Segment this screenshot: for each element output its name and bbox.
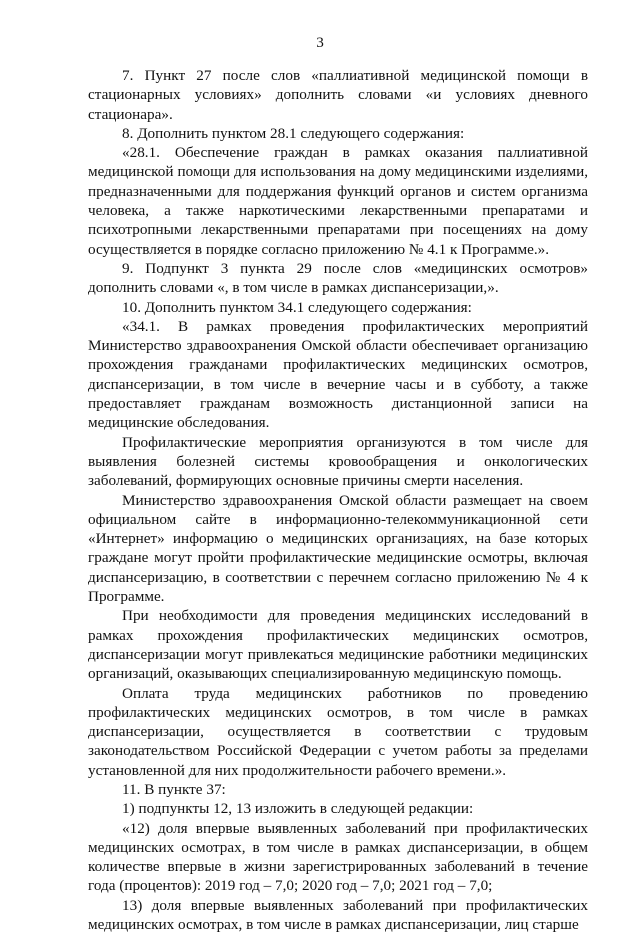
paragraph-medical-research: При необходимости для проведения медицинских исследований в рамках прохождения профилактических медицинских осмотров, диспансеризации могут привлекаться медицинские работники медицинских организаций, оказывающих специализированную медицинскую помощь. <box>88 607 588 683</box>
paragraph-item-10: 10. Дополнить пунктом 34.1 следующего содержания: <box>122 298 472 316</box>
paragraph-item-9: 9. Подпункт 3 пункта 29 после слов «медицинских осмотров» дополнить словами «, в том числе в рамках диспансеризации,». <box>88 259 588 297</box>
paragraph-item-11: 11. В пункте 37: <box>122 780 226 798</box>
paragraph-subitem-12: «12) доля впервые выявленных заболеваний при профилактических медицинских осмотрах, в том числе в рамках диспансеризации, в общем количестве впервые в жизни зарегистрированных заболеваний в течение года (процентов): 2019 год – 7,0; 2020 год – 7,0; 2021 год – 7,0; <box>88 819 588 895</box>
paragraph-ministry-website: Министерство здравоохранения Омской области размещает на своем официальном сайте в информационно-телекоммуникационной сети «Интернет» информацию о медицинских организациях, на базе которых граждане могут пройти профилактические медицинские осмотры, включая диспансеризацию, в соответствии с перечнем согласно приложению № 4 к Программе. <box>88 491 588 606</box>
document-body <box>88 66 588 934</box>
paragraph-subitem-1: 1) подпункты 12, 13 изложить в следующей редакции: <box>122 800 474 818</box>
paragraph-preventive-measures: Профилактические мероприятия организуются в том числе для выявления болезней системы кровообращения и онкологических заболеваний, формирующих основные причины смерти населения. <box>88 433 588 490</box>
paragraph-item-7: 7. Пункт 27 после слов «паллиативной медицинской помощи в стационарных условиях» дополнить словами «и условиях дневного стационара». <box>88 67 588 123</box>
paragraph-labor-payment: Оплата труда медицинских работников по проведению профилактических медицинских осмотров, в том числе в рамках диспансеризации, осуществляется в соответствии с трудовым законодательством Российской Федерации с учетом работы за пределами установленной для них продолжительности рабочего времени.». <box>88 684 588 779</box>
page-number: 3 <box>316 34 324 51</box>
paragraph-item-8: 8. Дополнить пунктом 28.1 следующего содержания: <box>122 124 465 142</box>
paragraph-item-34-1: «34.1. В рамках проведения профилактических мероприятий Министерство здравоохранения Омской области обеспечивает организацию прохождения гражданами профилактических медицинских осмотров, диспансеризации, в том числе в вечерние часы и в субботу, а также предоставляет гражданам возможность дистанционной записи на медицинские обследования. <box>88 317 588 432</box>
paragraph-item-28-1: «28.1. Обеспечение граждан в рамках оказания паллиативной медицинской помощи для использования на дому медицинскими изделиями, предназначенными для поддержания функций органов и систем организма человека, а также наркотическими лекарственными препаратами и психотропными лекарственными препаратами при посещениях на дому осуществляется в порядке согласно приложению № 4.1 к Программе.». <box>88 144 588 258</box>
paragraph-subitem-13: 13) доля впервые выявленных заболеваний при профилактических медицинских осмотрах, в том числе в рамках диспансеризации, лиц старше <box>88 896 588 934</box>
